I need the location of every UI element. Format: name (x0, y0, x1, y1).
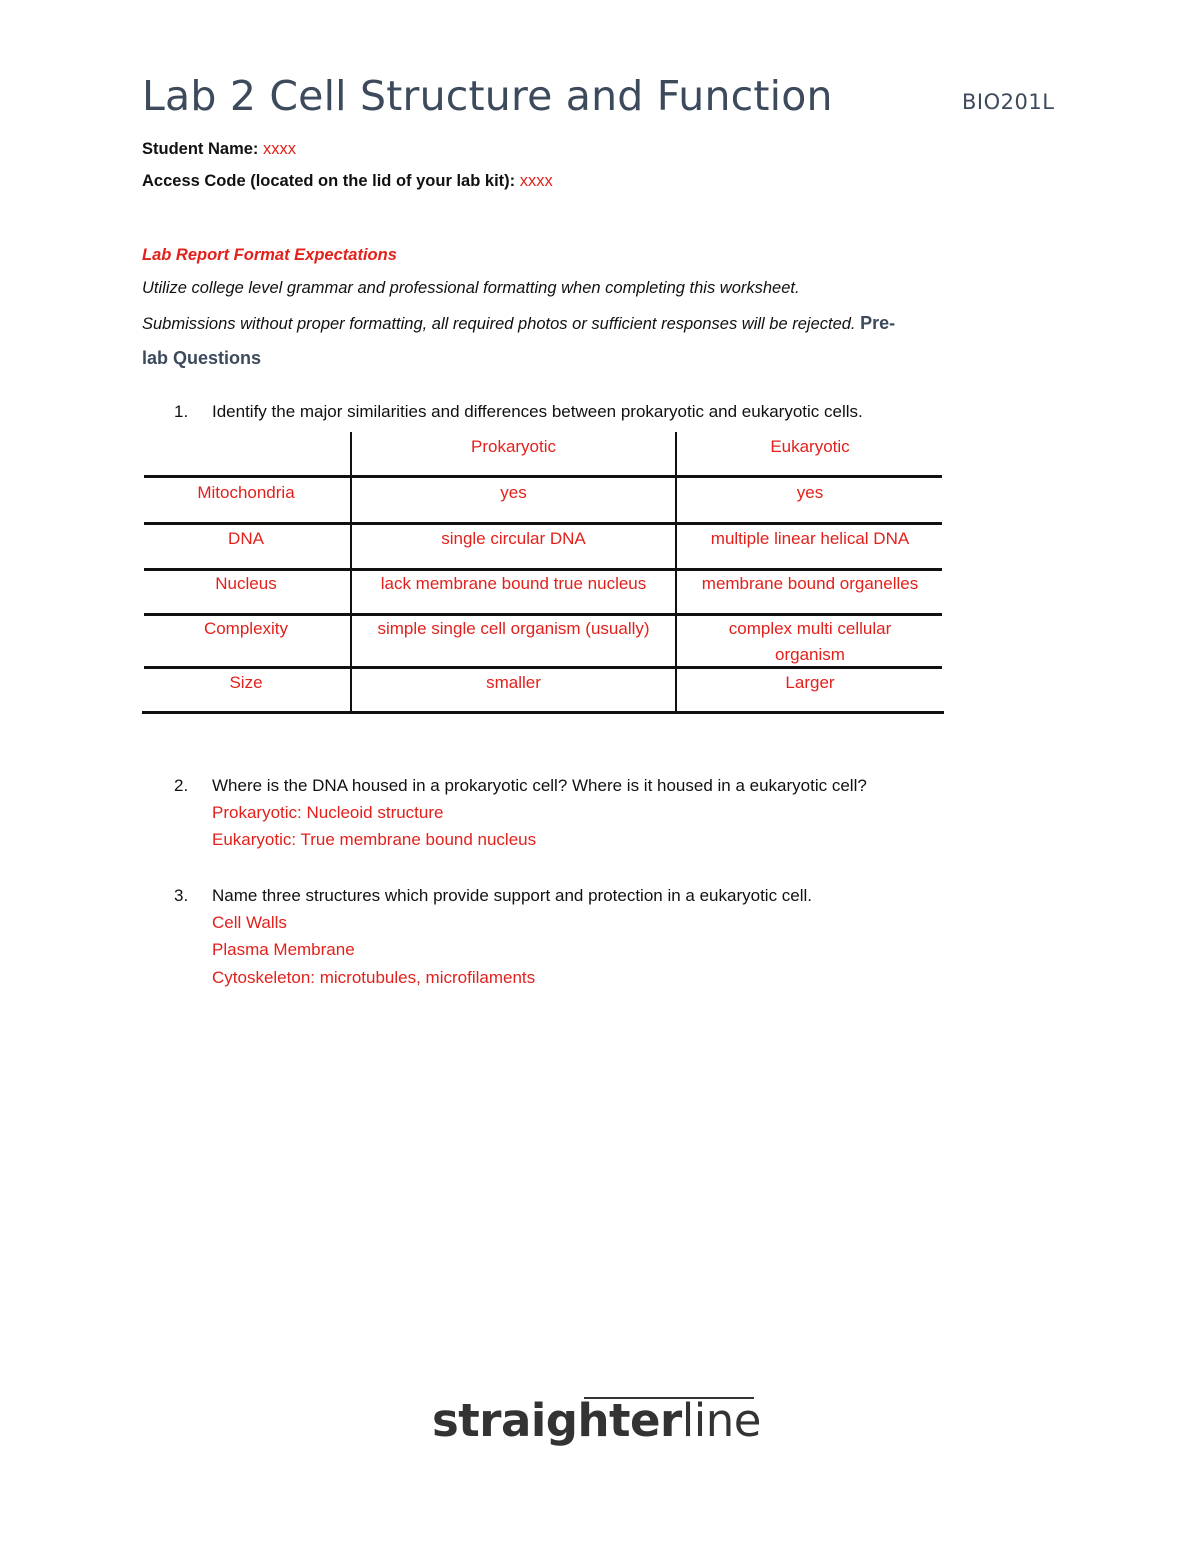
format-line-2-text: Submissions without proper formatting, all required photos or sufficient responses will be rejected. (142, 315, 856, 333)
question-1-number: 1. (174, 402, 189, 421)
answer-3-line-1: Cell Walls (212, 913, 287, 932)
table-cell: single circular DNA (441, 529, 586, 548)
question-1 (174, 402, 863, 422)
table-cell: yes (500, 483, 527, 502)
table-rule (144, 475, 942, 478)
format-line-2 (142, 313, 895, 334)
table-row-label: Complexity (203, 619, 289, 638)
question-2-number: 2. (174, 776, 189, 795)
prelab-heading-part2: lab Questions (142, 348, 262, 368)
access-code-label: Access Code (located on the lid of your lab kit): (142, 172, 516, 190)
table-cell: complex multi cellular organism (728, 619, 892, 664)
course-code: BIO201L (962, 90, 1055, 114)
table-row-label: DNA (228, 529, 264, 548)
table-cell: smaller (486, 673, 541, 692)
answer-2-line-1: Prokaryotic: Nucleoid structure (212, 803, 444, 822)
format-heading: Lab Report Format Expectations (142, 246, 397, 264)
table-cell: membrane bound organelles (701, 574, 919, 593)
question-3-number: 3. (174, 886, 189, 905)
question-2 (174, 776, 867, 796)
student-name-value: xxxx (263, 140, 297, 158)
table-header-prokaryotic: Prokaryotic (470, 437, 557, 456)
access-code-line (142, 172, 553, 191)
format-line-1: Utilize college level grammar and professional formatting when completing this worksheet. (142, 279, 800, 297)
page-title: Lab 2 Cell Structure and Function (142, 72, 833, 120)
table-cell: simple single cell organism (usually) (377, 619, 650, 638)
question-1-text: Identify the major similarities and differences between prokaryotic and eukaryotic cells. (212, 402, 863, 421)
answer-2-line-2: Eukaryotic: True membrane bound nucleus (212, 830, 537, 849)
answer-3-line-3: Cytoskeleton: microtubules, microfilaments (212, 968, 536, 987)
table-cell: multiple linear helical DNA (710, 529, 910, 548)
table-row-label: Mitochondria (197, 483, 295, 502)
access-code-value: xxxx (519, 172, 553, 190)
table-rule (142, 711, 944, 714)
question-2-text: Where is the DNA housed in a prokaryotic cell? Where is it housed in a eukaryotic cell? (212, 776, 867, 795)
table-row-label: Nucleus (215, 574, 277, 593)
table-row-label: Size (229, 673, 263, 692)
logo-bold-text: straighter (432, 1394, 682, 1447)
question-3 (174, 886, 812, 906)
student-name-label: Student Name: (142, 140, 259, 158)
prelab-heading-part1: Pre- (860, 313, 896, 333)
logo-light-text: line (681, 1394, 761, 1447)
answer-3-line-2: Plasma Membrane (212, 940, 355, 959)
table-header-eukaryotic: Eukaryotic (770, 437, 850, 456)
table-rule (144, 522, 942, 525)
table-cell: Larger (785, 673, 835, 692)
straighterline-logo (432, 1394, 761, 1447)
student-name-line (142, 140, 296, 159)
table-cell: lack membrane bound true nucleus (380, 574, 647, 593)
question-3-text: Name three structures which provide support and protection in a eukaryotic cell. (212, 886, 813, 905)
table-cell: yes (796, 483, 824, 502)
comparison-table (142, 432, 944, 714)
